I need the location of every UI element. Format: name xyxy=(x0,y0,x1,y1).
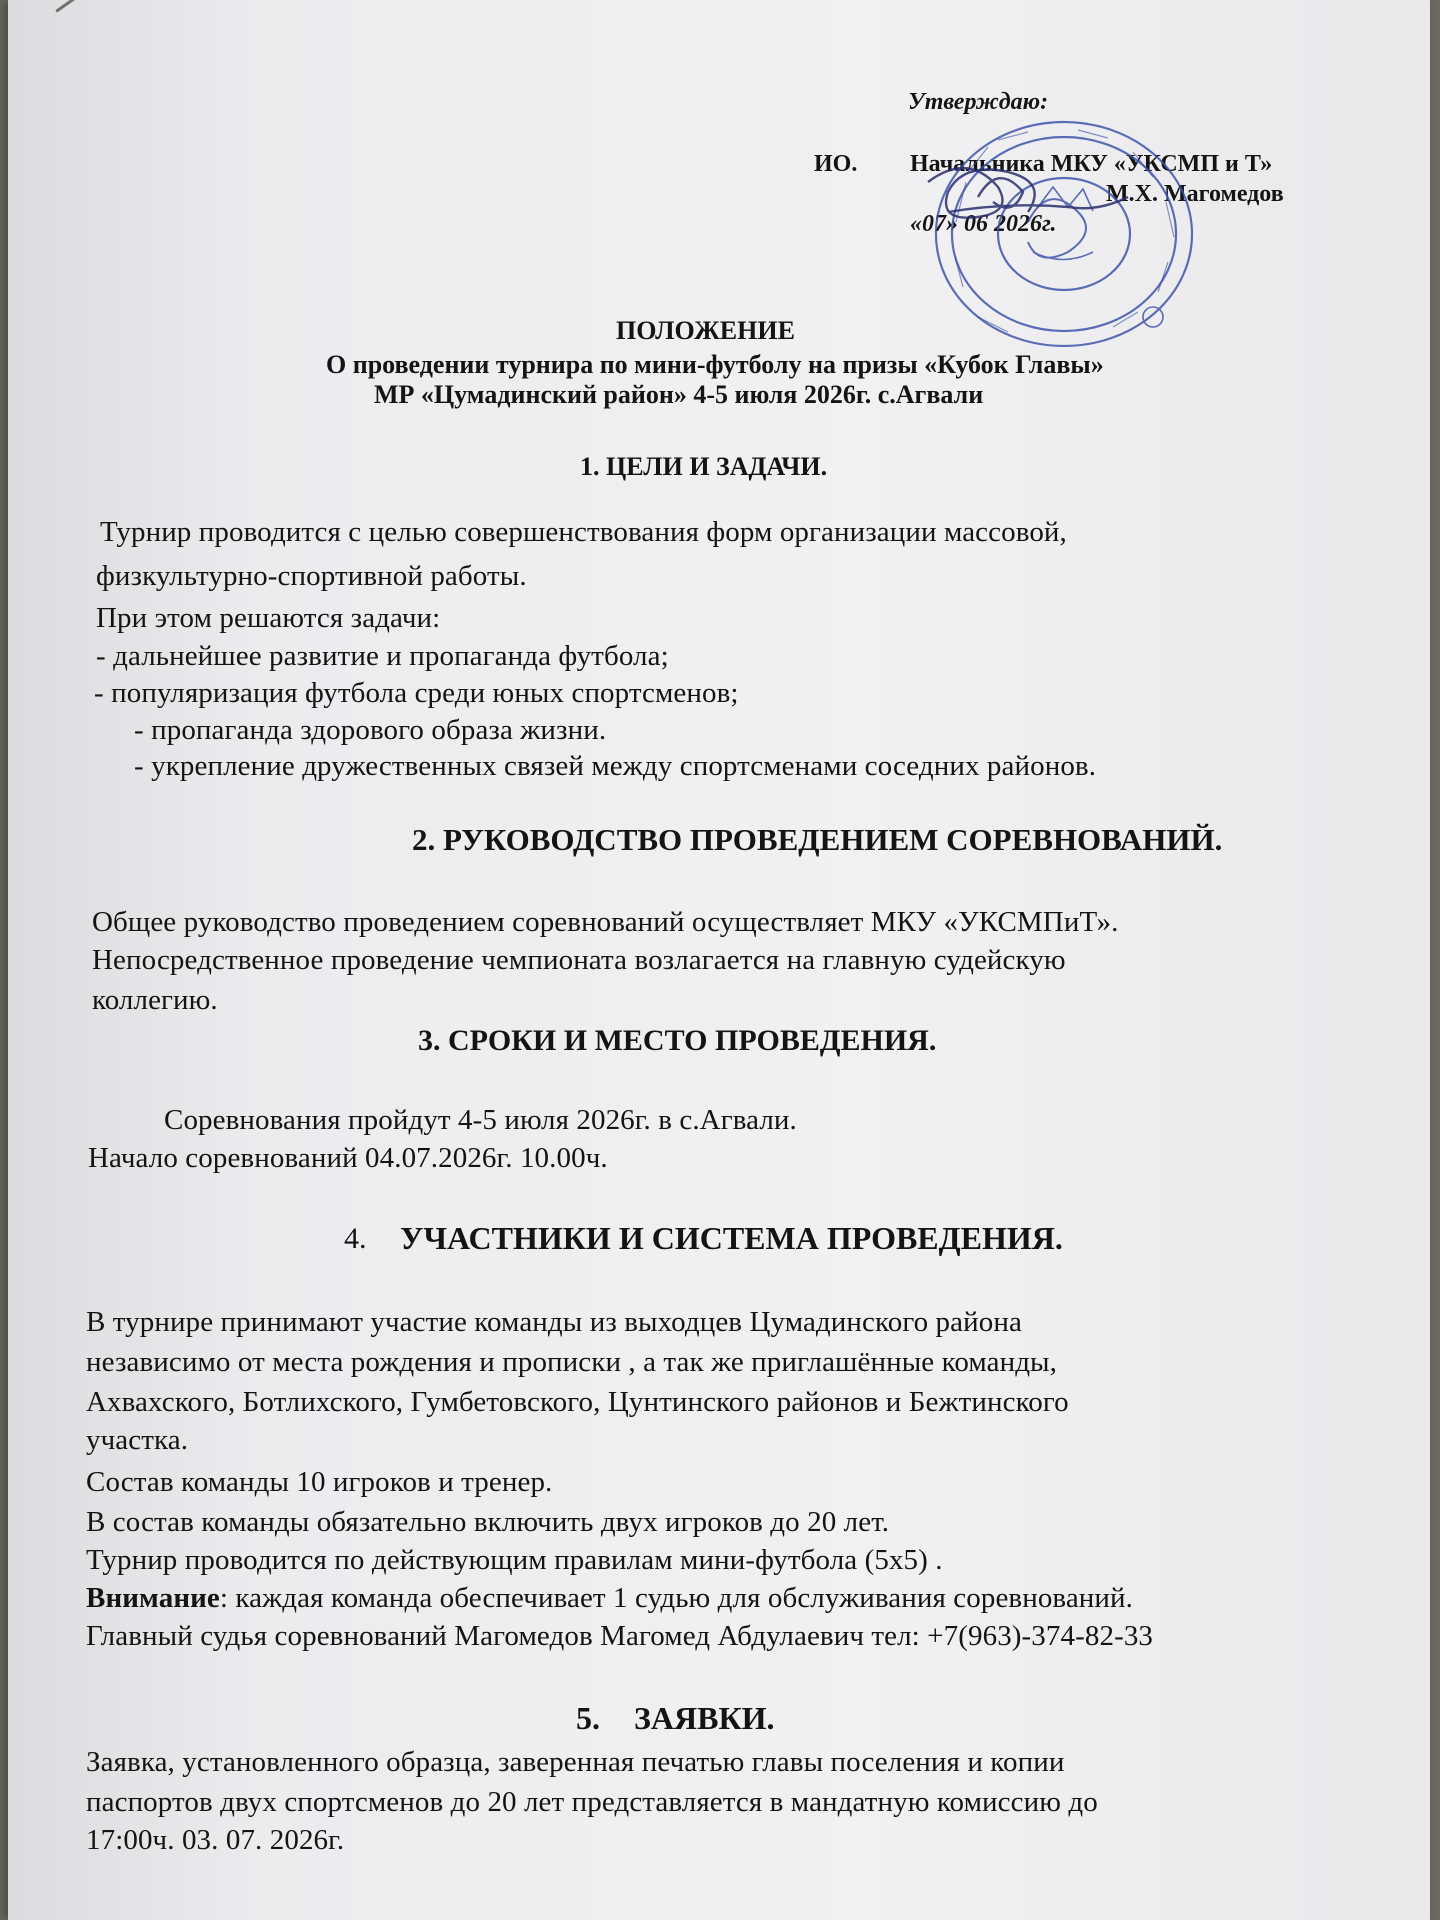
section-1-line: - популяризация футбола среди юных спортсменов; xyxy=(94,677,739,709)
section-4-line: участка. xyxy=(86,1424,189,1456)
section-4-line: Ахвахского, Ботлихского, Гумбетовского, Цунтинского районов и Бежтинского xyxy=(86,1386,1069,1418)
section-1-line: Турнир проводится с целью совершенствования форм организации массовой, xyxy=(100,516,1067,548)
approval-date: «07» 06 2026г. xyxy=(910,211,1057,237)
document-title: ПОЛОЖЕНИЕ xyxy=(616,316,795,345)
section-2-line: Общее руководство проведением соревнований осуществляет МКУ «УКСМПиТ». xyxy=(92,906,1119,938)
section-4-line: В турнире принимают участие команды из выходцев Цумадинского района xyxy=(86,1306,1022,1338)
section-5-line: 17:00ч. 03. 07. 2026г. xyxy=(86,1824,345,1856)
section-2-line: Непосредственное проведение чемпионата возлагается на главную судейскую xyxy=(92,944,1066,976)
section-3-line: Начало соревнований 04.07.2026г. 10.00ч. xyxy=(88,1142,608,1174)
section-1-line: физкультурно-спортивной работы. xyxy=(96,560,527,592)
io-label: ИО. xyxy=(814,151,858,177)
approval-label: Утверждаю: xyxy=(908,89,1049,115)
section-2-line: коллегию. xyxy=(92,984,218,1016)
section-1-line: - дальнейшее развитие и пропаганда футбола; xyxy=(96,640,669,672)
section-5-line: паспортов двух спортсменов до 20 лет представляется в мандатную комиссию до xyxy=(86,1786,1098,1818)
section-4-line: независимо от места рождения и прописки , а так же приглашённые команды, xyxy=(86,1346,1057,1378)
title-line-1: О проведении турнира по мини-футболу на призы «Кубок Главы» xyxy=(326,350,1104,379)
section-3-line: Соревнования пройдут 4-5 июля 2026г. в с.Агвали. xyxy=(164,1104,797,1136)
section-5-number: 5. xyxy=(576,1700,600,1736)
section-1-line: - пропаганда здорового образа жизни. xyxy=(134,714,607,746)
section-4-line: В состав команды обязательно включить двух игроков до 20 лет. xyxy=(86,1506,890,1538)
section-1-line: - укрепление дружественных связей между спортсменами соседних районов. xyxy=(134,750,1097,782)
paper-fold-mark xyxy=(55,0,98,13)
referee-line: Главный судья соревнований Магомедов Магомед Абдулаевич тел: +7(963)-374-82-33 xyxy=(86,1620,1154,1652)
section-4-number: 4. xyxy=(344,1222,367,1255)
section-1-heading: 1. ЦЕЛИ И ЗАДАЧИ. xyxy=(580,452,828,481)
approval-position: Начальника МКУ «УКСМП и Т» xyxy=(910,151,1273,177)
section-4-line: Турнир проводится по действующим правилам мини-футбола (5х5) . xyxy=(86,1544,943,1576)
section-5-line: Заявка, установленного образца, заверенная печатью главы поселения и копии xyxy=(86,1746,1065,1778)
section-2-heading: 2. РУКОВОДСТВО ПРОВЕДЕНИЕМ СОРЕВНОВАНИЙ. xyxy=(412,822,1223,857)
section-5-heading: ЗАЯВКИ. xyxy=(634,1700,775,1736)
section-3-heading: 3. СРОКИ И МЕСТО ПРОВЕДЕНИЯ. xyxy=(418,1024,937,1057)
attention-line xyxy=(86,1582,1133,1615)
document-sheet xyxy=(8,0,1430,1920)
attention-text: : каждая команда обеспечивает 1 судью для обслуживания соревнований. xyxy=(219,1582,1134,1614)
official-stamp-seal xyxy=(908,112,1198,352)
approval-name: М.Х. Магомедов xyxy=(1106,181,1284,207)
section-4-line: Состав команды 10 игроков и тренер. xyxy=(86,1466,553,1498)
section-4-heading: УЧАСТНИКИ И СИСТЕМА ПРОВЕДЕНИЯ. xyxy=(400,1220,1063,1256)
attention-label: Внимание xyxy=(86,1582,220,1614)
section-1-line: При этом решаются задачи: xyxy=(96,602,441,634)
title-line-2: МР «Цумадинский район» 4-5 июля 2026г. с.Агвали xyxy=(374,380,984,409)
